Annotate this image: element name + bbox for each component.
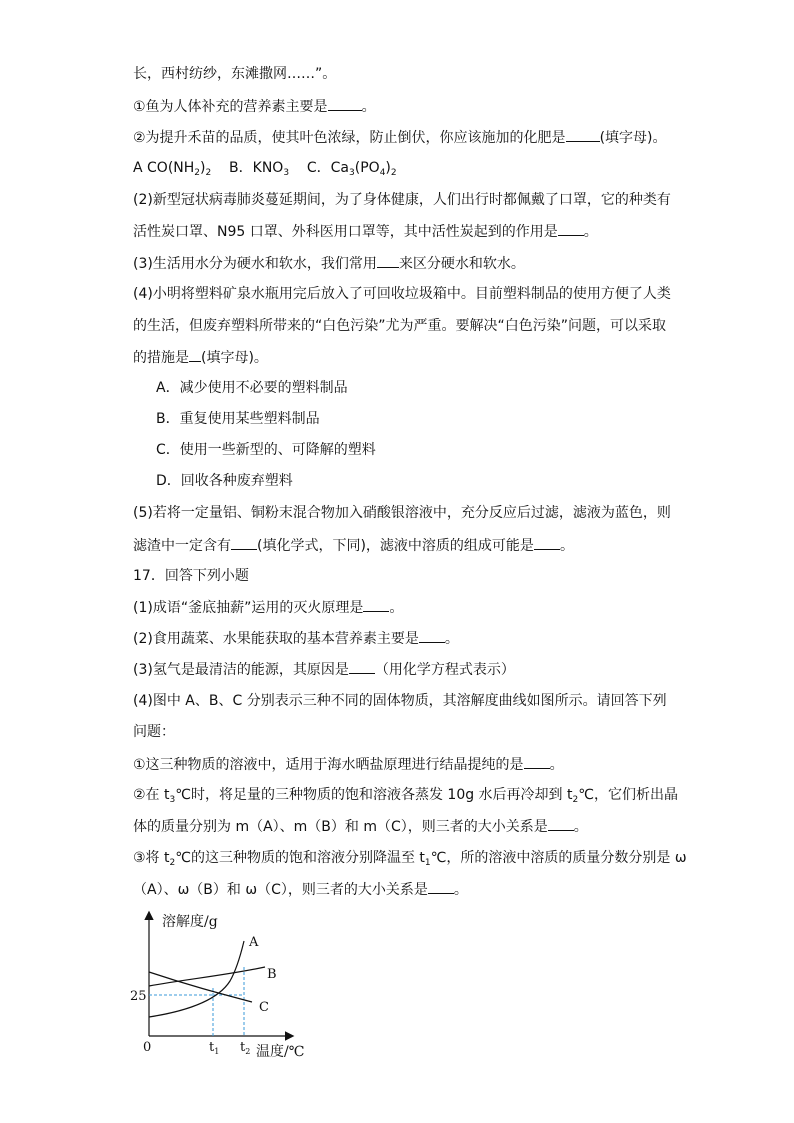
question-heading: 17．回答下列小题 [133, 568, 249, 584]
text-line [133, 316, 673, 336]
line-text: ②为提升禾苗的品质，使其叶色浓绿，防止倒伏，你应该施加的化肥是 [133, 130, 566, 146]
t1-label: $t_1$ [209, 1040, 220, 1056]
line-text: (3)氢气是最清洁的能源，其原因是 [133, 662, 349, 678]
text-line [133, 879, 673, 900]
line-text: 长，西村纺纱，东滩撒网……”。 [133, 66, 337, 82]
text-line [133, 347, 673, 368]
answer-blank[interactable] [524, 754, 550, 769]
t2-label: $t_2$ [240, 1040, 251, 1056]
answer-blank[interactable] [548, 816, 574, 831]
line-text: （用化学方程式表示） [374, 662, 515, 678]
line-text: (2)食用蔬菜、水果能获取的基本营养素主要是 [133, 631, 419, 647]
curve-c-label: C [259, 1000, 269, 1015]
y-tick-25: 25 [130, 989, 147, 1004]
option-d: D．回收各种废弃塑料 [156, 473, 293, 489]
line-text: ①这三种物质的溶液中，适用于海水晒盐原理进行结晶提纯的是 [133, 757, 524, 773]
line-text: 活性炭口罩、N95 口罩、外科医用口罩等，其中活性炭起到的作用是 [133, 224, 558, 240]
line-text: 来区分硬水和软水。 [398, 256, 525, 272]
text-line: ②在 $t_3℃$时，将足量的三种物质的饱和溶液各蒸发 10g 水后再冷却到 $t_2℃$，它们析出晶 [133, 787, 678, 805]
line-text: (4)图中 A、B、C 分别表示三种不同的固体物质，其溶解度曲线如图所示。请回答下列 [133, 693, 667, 709]
text-line [133, 253, 673, 274]
line-text: 。 [583, 224, 598, 240]
answer-blank[interactable] [558, 221, 584, 236]
text-line [133, 816, 673, 837]
line-text: 滤渣中一定含有 [133, 538, 231, 554]
answer-blank[interactable] [328, 96, 362, 111]
line-text: 。 [573, 819, 588, 835]
line-text: 问题： [133, 724, 175, 740]
curve-b [149, 967, 265, 986]
text-line [133, 722, 673, 742]
text-line: ③将 $t_2℃$的这三种物质的饱和溶液分别降温至 $t_1℃$，所的溶液中溶质的质量分数分别是 ω [133, 850, 687, 868]
line-text: 。 [559, 538, 574, 554]
answer-blank[interactable] [534, 535, 560, 550]
text-line [133, 190, 673, 210]
line-text: 体的质量分别为 m（A）、m（B）和 m（C），则三者的大小关系是 [133, 819, 548, 835]
text-line [133, 221, 673, 242]
text-line [133, 597, 673, 618]
line-text: (填化学式，下同)，滤液中溶质的组成可能是 [257, 538, 534, 554]
solubility-curve-graph [128, 905, 328, 1065]
line-text: 。 [444, 631, 459, 647]
text-line [133, 127, 673, 148]
line-text: 。 [453, 882, 468, 898]
choice-line [133, 158, 673, 178]
answer-blank[interactable] [419, 628, 445, 643]
text-line [133, 96, 673, 117]
text-line [133, 691, 673, 711]
line-text: （A）、ω（B）和 ω（C），则三者的大小关系是 [133, 882, 428, 898]
choice-b: B．$KNO_3$ [229, 160, 290, 178]
option-a: A．减少使用不必要的塑料制品 [156, 380, 348, 396]
option-c: C．使用一些新型的、可降解的塑料 [156, 442, 376, 458]
line-text: 。 [549, 757, 564, 773]
line-text: (填字母)。 [201, 350, 268, 366]
answer-blank[interactable] [566, 127, 600, 142]
text-line [133, 628, 673, 649]
answer-blank[interactable] [189, 347, 201, 362]
curve-a-label: A [249, 935, 259, 950]
answer-blank[interactable] [363, 597, 389, 612]
choice-a: A $CO(NH_2)_2$ [133, 160, 212, 178]
line-text: (填字母)。 [599, 130, 667, 146]
text-line [133, 659, 673, 680]
line-text: (4)小明将塑料矿泉水瓶用完后放入了可回收垃圾箱中。目前塑料制品的使用方便了人类 [133, 286, 671, 302]
text-line [133, 535, 673, 556]
curve-c [149, 972, 252, 1002]
origin-label: 0 [143, 1040, 152, 1055]
line-text: (3)生活用水分为硬水和软水，我们常用 [133, 256, 377, 272]
x-axis-label: 温度/℃ [256, 1044, 305, 1060]
y-axis-label: 溶解度/g [162, 914, 218, 930]
choice-c: C．$Ca_3(PO_4)_2$ [306, 160, 397, 178]
answer-blank[interactable] [428, 879, 454, 894]
line-text: 。 [361, 99, 376, 115]
curve-b-label: B [267, 967, 277, 982]
text-line [133, 754, 673, 775]
line-text: 的生活，但废弃塑料所带来的“白色污染”尤为严重。要解决“白色污染”问题，可以采取 [133, 318, 667, 334]
answer-blank[interactable] [349, 659, 375, 674]
text-line [133, 503, 673, 523]
line-text: (2)新型冠状病毒肺炎蔓延期间，为了身体健康，人们出行时都佩戴了口罩，它的种类有 [133, 192, 671, 208]
text-line [133, 64, 673, 84]
answer-blank[interactable] [377, 253, 399, 268]
option-b: B．重复使用某些塑料制品 [156, 411, 320, 427]
answer-blank[interactable] [231, 535, 257, 550]
line-text: 的措施是 [133, 350, 189, 366]
line-text: ①鱼为人体补充的营养素主要是 [133, 99, 328, 115]
line-text: (5)若将一定量铝、铜粉末混合物加入硝酸银溶液中，充分反应后过滤，滤液为蓝色，则 [133, 505, 671, 521]
line-text: 。 [389, 600, 404, 616]
text-line [133, 284, 673, 304]
line-text: (1)成语“釜底抽薪”运用的灭火原理是 [133, 600, 364, 616]
